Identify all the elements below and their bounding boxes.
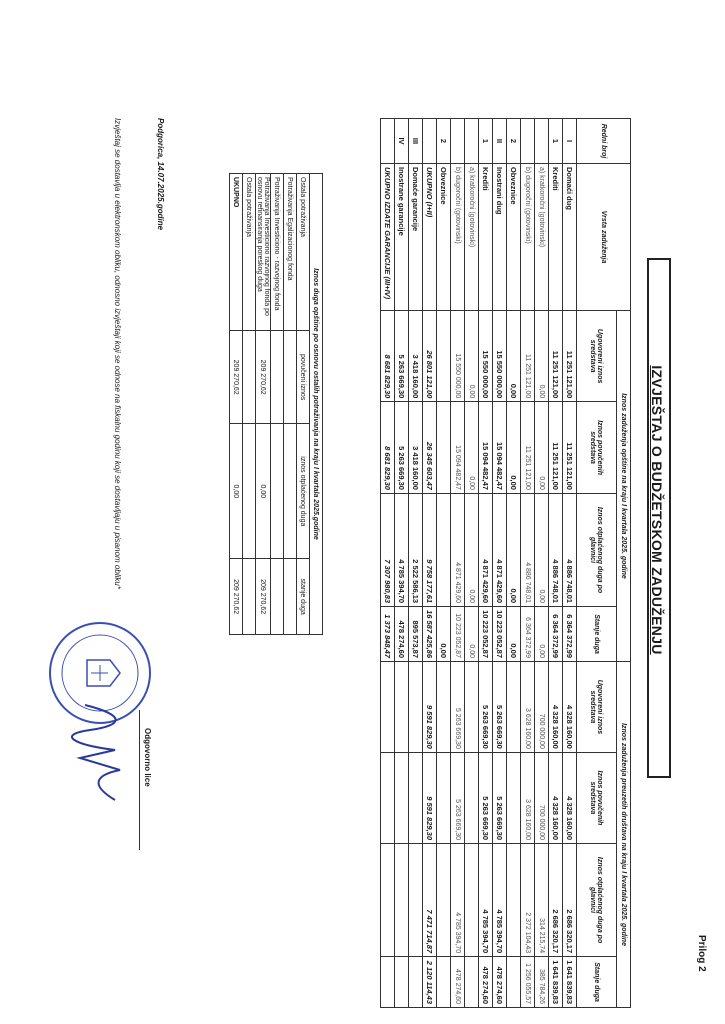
cell-value: 4 871 429,60 [479, 493, 493, 606]
other-claims-label: Potraživanja Investiciono razvojnog fonda po osnovu refinansiranja poreskog duga [256, 174, 271, 331]
row-label: a) kratkoročni (gotovinski) [465, 164, 479, 311]
cell-value: 4 328 160,00 [549, 752, 563, 843]
cell-value [395, 844, 409, 957]
other-claims-row [243, 174, 256, 635]
cell-value [507, 752, 521, 843]
cell-value: 700 000,00 [535, 752, 549, 843]
cell-value: 0,00 [507, 402, 521, 494]
table-row [549, 119, 563, 1008]
other-claims-row [284, 174, 297, 635]
table-row [507, 119, 521, 1008]
table-row [423, 119, 437, 1008]
cell-value: 4 886 748,01 [521, 493, 535, 606]
other-claims-value [243, 424, 256, 559]
cell-value: 385 784,26 [535, 957, 549, 1008]
cell-value [437, 844, 451, 957]
row-number [381, 119, 395, 164]
table-row [479, 119, 493, 1008]
other-claims-header: stanje duga [297, 559, 310, 635]
cell-value: 16 587 425,86 [423, 607, 437, 662]
page-title: IZVJEŠTAJ O BUDŽETSKOM ZADUŽENJU [649, 365, 665, 655]
cell-value: 15 094 482,47 [479, 402, 493, 494]
cell-value: 1 641 839,83 [563, 957, 577, 1008]
cell-value [381, 752, 395, 843]
other-claims-header: povučeni iznos [297, 331, 310, 424]
cell-value: 5 263 669,30 [493, 662, 507, 753]
row-label: UKUPNO IZDATE GARANCIJE (III+IV) [381, 164, 395, 311]
cell-value [381, 957, 395, 1008]
cell-value: 4 785 394,70 [479, 844, 493, 957]
cell-value [507, 844, 521, 957]
cell-value: 15 094 482,47 [451, 402, 465, 494]
cell-value: 0,00 [465, 402, 479, 494]
cell-value: 10 223 052,87 [479, 607, 493, 662]
cell-value: 5 263 669,30 [451, 662, 465, 753]
cell-value: 8 681 829,30 [381, 402, 395, 494]
cell-value [381, 844, 395, 957]
row-number [535, 119, 549, 164]
cell-value [409, 844, 423, 957]
cell-value: 0,00 [437, 607, 451, 662]
row-label: Domaće garancije [409, 164, 423, 311]
cell-value: 11 251 121,00 [521, 311, 535, 402]
row-number [451, 119, 465, 164]
cell-value: 6 364 372,99 [521, 607, 535, 662]
cell-value: 2 522 586,13 [409, 493, 423, 606]
cell-value [409, 752, 423, 843]
cell-value: 11 251 121,00 [549, 402, 563, 494]
row-number: 2 [437, 119, 451, 164]
row-label: UKUPNO (I+II) [423, 164, 437, 311]
row-label: a) kratkoročni (gotovinski) [535, 164, 549, 311]
cell-value: 2 686 320,17 [549, 844, 563, 957]
cell-value: 1 256 055,57 [521, 957, 535, 1008]
cell-value: 4 871 429,60 [493, 493, 507, 606]
cell-value: 0,00 [507, 607, 521, 662]
cell-value [437, 311, 451, 402]
handwritten-signature [65, 700, 135, 810]
cell-value: 0,00 [465, 607, 479, 662]
cell-value [465, 957, 479, 1008]
cell-value: 5 263 669,30 [479, 752, 493, 843]
table-row [437, 119, 451, 1008]
cell-value: 6 364 372,99 [549, 607, 563, 662]
table-row [381, 119, 395, 1008]
appendix-label: Prilog 2 [696, 935, 707, 972]
cell-value: 478 274,60 [395, 607, 409, 662]
header-companies-col-0: Ugovoreni iznos sredstava [577, 662, 617, 753]
cell-value: 10 223 052,87 [451, 607, 465, 662]
row-label: Krediti [549, 164, 563, 311]
cell-value: 7 307 980,83 [381, 493, 395, 606]
row-number: IV [395, 119, 409, 164]
header-companies-col-1: Iznos povučenih sredstava [577, 752, 617, 843]
cell-value: 700 000,00 [535, 662, 549, 753]
cell-value: 0,00 [535, 311, 549, 402]
other-claims-value: 0,00 [230, 424, 243, 559]
row-number: 2 [507, 119, 521, 164]
cell-value: 11 251 121,00 [549, 311, 563, 402]
other-claims-value: 0,00 [256, 424, 271, 559]
cell-value: 4 328 160,00 [549, 662, 563, 753]
signature-label: Odgovorno lice [143, 728, 152, 787]
cell-value: 4 785 394,70 [493, 844, 507, 957]
cell-value: 2 372 104,43 [521, 844, 535, 957]
cell-value [381, 662, 395, 753]
cell-value: 9 591 829,30 [423, 662, 437, 753]
other-claims-row [271, 174, 284, 635]
cell-value: 5 263 669,30 [493, 752, 507, 843]
other-claims-header: Ostala potraživanja [297, 174, 310, 331]
cell-value: 4 886 748,01 [563, 493, 577, 606]
header-companies-col-2: Iznos otplaćenog duga po glavnici [577, 844, 617, 957]
cell-value: 0,00 [535, 607, 549, 662]
cell-value: 5 263 669,30 [395, 402, 409, 494]
signature-line [139, 710, 140, 850]
other-claims-header-row [297, 174, 310, 635]
cell-value: 0,00 [465, 493, 479, 606]
cell-value [437, 957, 451, 1008]
cell-value: 3 628 160,00 [521, 752, 535, 843]
table-row [521, 119, 535, 1008]
header-group-companies: Iznos zaduženja preuzetih društava na kraju I kvartala 2025. godine [617, 662, 631, 1008]
cell-value [409, 662, 423, 753]
row-label: Krediti [479, 164, 493, 311]
header-municipality-col-0: Ugovoreni iznos sredstava [577, 311, 617, 402]
row-number [423, 119, 437, 164]
table-row [563, 119, 577, 1008]
cell-value: 26 345 603,47 [423, 402, 437, 494]
cell-value [507, 662, 521, 753]
cell-value [465, 752, 479, 843]
table-row [535, 119, 549, 1008]
other-claims-value [271, 559, 284, 635]
row-number [465, 119, 479, 164]
other-claims-value [284, 424, 297, 559]
cell-value [395, 662, 409, 753]
cell-value [465, 844, 479, 957]
cell-value [395, 752, 409, 843]
row-number: 1 [549, 119, 563, 164]
footnote: Izvještaj se dostavlja u elektronskom obliku, odnosno izvještaji koji se odnose na fiskalnu godinu koji se dostavljaju u pisanom obliku* [113, 118, 122, 589]
header-municipality-col-2: Iznos otplaćenog duga po glavnici [577, 493, 617, 606]
row-label: b) dugoročni (gotovinski) [451, 164, 465, 311]
cell-value: 2 686 320,17 [563, 844, 577, 957]
header-municipality-col-3: Stanje duga [577, 607, 617, 662]
other-claims-label: Ostala potraživanja [243, 174, 256, 331]
cell-value: 478 274,60 [451, 957, 465, 1008]
header-type: Vrsta zaduženja [577, 164, 631, 311]
cell-value: 6 364 372,99 [563, 607, 577, 662]
table-row [409, 119, 423, 1008]
other-claims-caption: Iznos duga opštine po osnovu ostalih potraživanja na kraju I kvartala 2025.godine [310, 174, 323, 635]
cell-value: 1 373 848,47 [381, 607, 395, 662]
cell-value [507, 957, 521, 1008]
cell-value [437, 752, 451, 843]
cell-value: 4 328 160,00 [563, 752, 577, 843]
table-row [493, 119, 507, 1008]
cell-value: 0,00 [507, 311, 521, 402]
cell-value [409, 957, 423, 1008]
cell-value: 895 573,87 [409, 607, 423, 662]
cell-value: 15 550 000,00 [493, 311, 507, 402]
row-number: 1 [479, 119, 493, 164]
other-claims-value: 209 270,62 [256, 331, 271, 424]
table-row [465, 119, 479, 1008]
other-claims-row [230, 174, 243, 635]
other-claims-value [284, 559, 297, 635]
header-companies-col-3: Stanje duga [577, 957, 617, 1008]
cell-value [437, 493, 451, 606]
header-municipality-col-1: Iznos povučenih sredstava [577, 402, 617, 494]
cell-value: 4 871 429,60 [451, 493, 465, 606]
row-label: b) dugoročni (gotovinski) [521, 164, 535, 311]
cell-value: 9 758 177,61 [423, 493, 437, 606]
cell-value: 3 418 160,00 [409, 402, 423, 494]
cell-value: 2 120 114,43 [423, 957, 437, 1008]
cell-value: 15 550 000,00 [479, 311, 493, 402]
other-claims-value [243, 559, 256, 635]
other-claims-label: Potraživanja Investiciono - razvojnog fonda [271, 174, 284, 331]
cell-value: 11 251 121,00 [521, 402, 535, 494]
cell-value: 1 641 839,83 [549, 957, 563, 1008]
cell-value: 5 263 669,30 [479, 662, 493, 753]
row-number [521, 119, 535, 164]
row-label: Obveznice [507, 164, 521, 311]
cell-value: 4 886 748,01 [549, 493, 563, 606]
cell-value [437, 402, 451, 494]
debt-table [380, 118, 631, 1008]
cell-value: 9 591 829,30 [423, 752, 437, 843]
cell-value: 10 223 052,87 [493, 607, 507, 662]
row-number: III [409, 119, 423, 164]
cell-value: 15 094 482,47 [493, 402, 507, 494]
cell-value: 5 263 669,30 [395, 311, 409, 402]
other-claims-value [284, 331, 297, 424]
row-label: Inostrane garancije [395, 164, 409, 311]
header-group-municipality: Iznos zaduženja opštine na kraju I kvartala 2025. godine [617, 311, 631, 662]
other-claims-value [243, 331, 256, 424]
cell-value: 26 801 121,00 [423, 311, 437, 402]
cell-value: 0,00 [535, 493, 549, 606]
other-claims-label: UKUPNO [230, 174, 243, 331]
other-claims-label: Potraživanja Egalizacionog fonda [284, 174, 297, 331]
cell-value: 0,00 [507, 493, 521, 606]
cell-value: 8 681 829,30 [381, 311, 395, 402]
cell-value: 15 550 000,00 [451, 311, 465, 402]
cell-value: 5 263 669,30 [451, 752, 465, 843]
cell-value: 478 274,60 [493, 957, 507, 1008]
report-date: Podgorica, 14.07.2025.godine [156, 118, 165, 231]
cell-value: 0,00 [465, 311, 479, 402]
other-claims-value: 209 270,62 [230, 559, 243, 635]
other-claims-value: 209 270,62 [256, 559, 271, 635]
cell-value: 3 628 160,00 [521, 662, 535, 753]
row-number: II [493, 119, 507, 164]
cell-value: 314 215,74 [535, 844, 549, 957]
other-claims-row [256, 174, 271, 635]
table-row [395, 119, 409, 1008]
other-claims-value: 209 270,62 [230, 331, 243, 424]
cell-value: 478 274,60 [479, 957, 493, 1008]
other-claims-header: iznos otplaćenog duga [297, 424, 310, 559]
cell-value: 4 785 394,70 [451, 844, 465, 957]
cell-value: 4 328 160,00 [563, 662, 577, 753]
cell-value [465, 662, 479, 753]
cell-value [395, 957, 409, 1008]
other-claims-table [229, 173, 323, 635]
cell-value [437, 662, 451, 753]
row-number: I [563, 119, 577, 164]
other-claims-value [271, 331, 284, 424]
cell-value: 7 471 714,87 [423, 844, 437, 957]
cell-value: 11 251 121,00 [563, 311, 577, 402]
cell-value: 11 251 121,00 [563, 402, 577, 494]
row-label: Obveznice [437, 164, 451, 311]
header-no: Redni broj [577, 119, 631, 164]
cell-value: 0,00 [535, 402, 549, 494]
table-row [451, 119, 465, 1008]
row-label: Domaći dug [563, 164, 577, 311]
row-label: Inostrani dug [493, 164, 507, 311]
cell-value: 3 418 160,00 [409, 311, 423, 402]
other-claims-value [271, 424, 284, 559]
cell-value: 4 785 394,70 [395, 493, 409, 606]
